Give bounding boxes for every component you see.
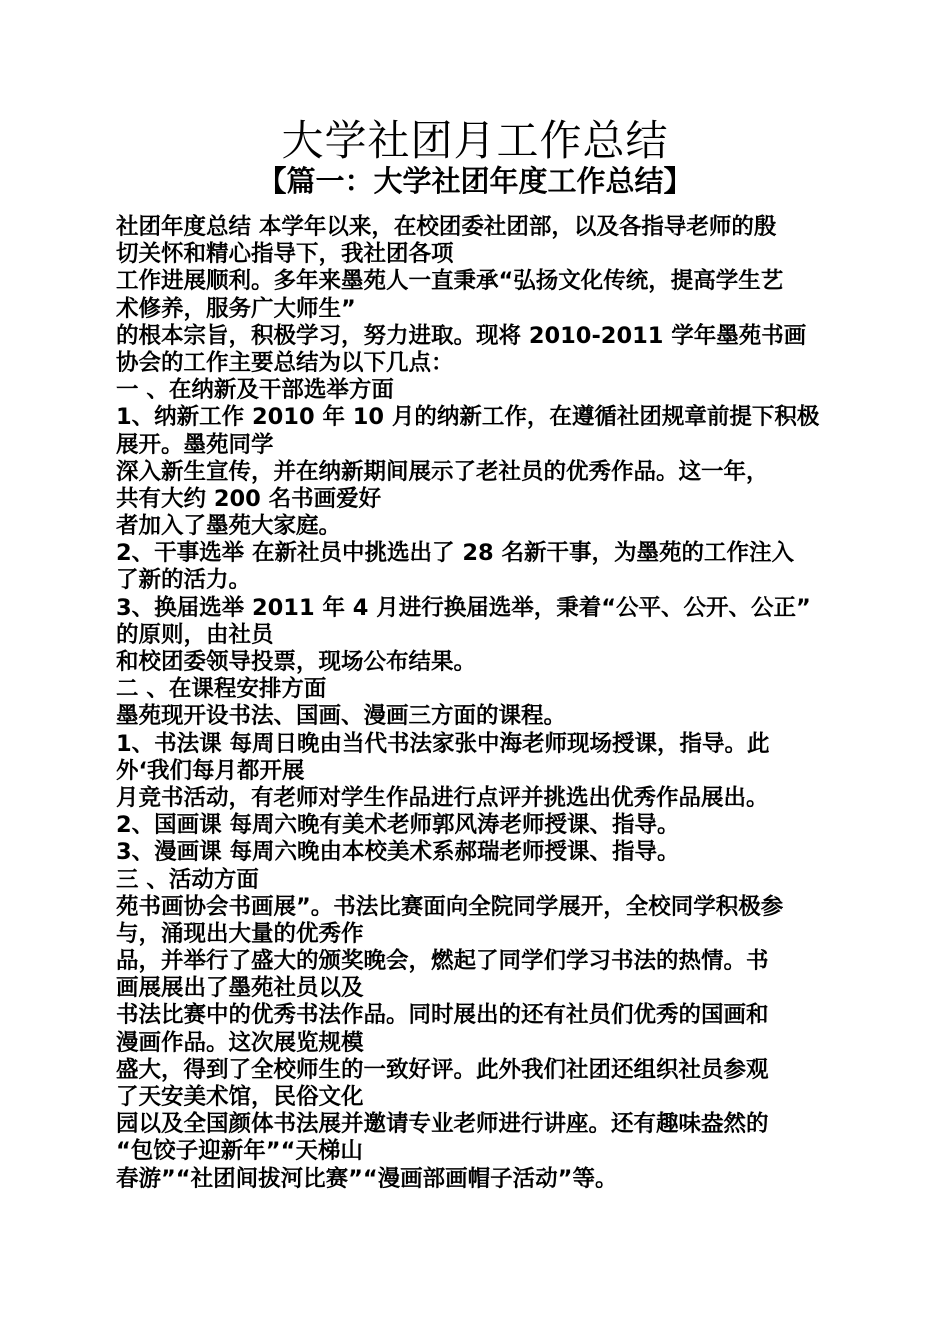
text-line: 与，涌现出大量的优秀作 bbox=[116, 920, 364, 947]
text-line: 的原则，由社员 bbox=[116, 621, 274, 648]
text-line: 书法比赛中的优秀书法作品。同时展出的还有社员们优秀的国画和 bbox=[116, 1002, 769, 1029]
text-line: 社团年度总结 本学年以来，在校团委社团部，以及各指导老师的殷 bbox=[116, 214, 777, 240]
text-line: 画展展出了墨苑社员以及 bbox=[116, 975, 364, 1002]
text-line: 月竞书活动，有老师对学生作品进行点评并挑选出优秀作品展出。 bbox=[116, 784, 769, 811]
text-line: “包饺子迎新年”“天梯山 bbox=[116, 1138, 363, 1165]
text-line: 的根本宗旨，积极学习，努力进取。现将 2010-2011 学年墨苑书画 bbox=[116, 322, 807, 349]
text-line: 品，并举行了盛大的颁奖晚会，燃起了同学们学习书法的热情。书 bbox=[116, 948, 769, 975]
text-line: 园以及全国颜体书法展并邀请专业老师进行讲座。还有趣味盎然的 bbox=[116, 1111, 769, 1138]
document-subtitle: 【篇一：大学社团年度工作总结】 bbox=[257, 164, 693, 198]
document-title: 大学社团月工作总结 bbox=[281, 116, 669, 165]
text-line: 盛大，得到了全校师生的一致好评。此外我们社团还组织社员参观 bbox=[116, 1056, 769, 1083]
text-line: 1、纳新工作 2010 年 10 月的纳新工作，在遵循社团规章前提下积极 bbox=[116, 404, 820, 431]
text-line: 了新的活力。 bbox=[116, 567, 252, 594]
text-line: 术修养，服务广大师生” bbox=[116, 295, 356, 322]
text-line: 一 、在纳新及干部选举方面 bbox=[116, 377, 394, 404]
text-line: 外‘我们每月都开展 bbox=[116, 757, 305, 784]
text-line: 了天安美术馆，民俗文化 bbox=[116, 1084, 364, 1110]
text-line: 3、漫画课 每周六晚由本校美术系郝瑞老师授课、指导。 bbox=[116, 839, 680, 866]
text-line: 工作进展顺利。多年来墨苑人一直秉承“弘扬文化传统，提高学生艺 bbox=[116, 268, 784, 295]
text-line: 协会的工作主要总结为以下几点： bbox=[116, 349, 454, 376]
text-line: 二 、在课程安排方面 bbox=[116, 676, 327, 703]
text-line: 1、书法课 每周日晚由当代书法家张中海老师现场授课，指导。此 bbox=[116, 730, 770, 757]
text-line: 漫画作品。这次展览规模 bbox=[116, 1029, 364, 1056]
document-body bbox=[116, 214, 836, 1193]
text-line: 三 、活动方面 bbox=[116, 866, 259, 893]
text-line: 墨苑现开设书法、国画、漫画三方面的课程。 bbox=[116, 703, 567, 730]
text-line: 3、换届选举 2011 年 4 月进行换届选举，秉着“公平、公开、公正” bbox=[116, 594, 811, 621]
text-line: 春游”“社团间拔河比赛”“漫画部画帽子活动”等。 bbox=[116, 1165, 618, 1192]
text-line: 切关怀和精心指导下，我社团各项 bbox=[116, 241, 454, 268]
text-line: 共有大约 200 名书画爱好 bbox=[116, 485, 382, 512]
text-line: 和校团委领导投票，现场公布结果。 bbox=[116, 649, 477, 675]
text-line: 深入新生宣传，并在纳新期间展示了老社员的优秀作品。这一年， bbox=[116, 458, 769, 485]
text-line: 2、国画课 每周六晚有美术老师郭风涛老师授课、指导。 bbox=[116, 812, 680, 839]
text-line: 2、干事选举 在新社员中挑选出了 28 名新干事，为墨苑的工作注入 bbox=[116, 540, 794, 567]
text-line: 展开。墨苑同学 bbox=[116, 431, 274, 458]
text-line: 者加入了墨苑大家庭。 bbox=[116, 513, 342, 540]
text-line: 苑书画协会书画展”。书法比赛面向全院同学展开，全校同学积极参 bbox=[116, 893, 784, 920]
